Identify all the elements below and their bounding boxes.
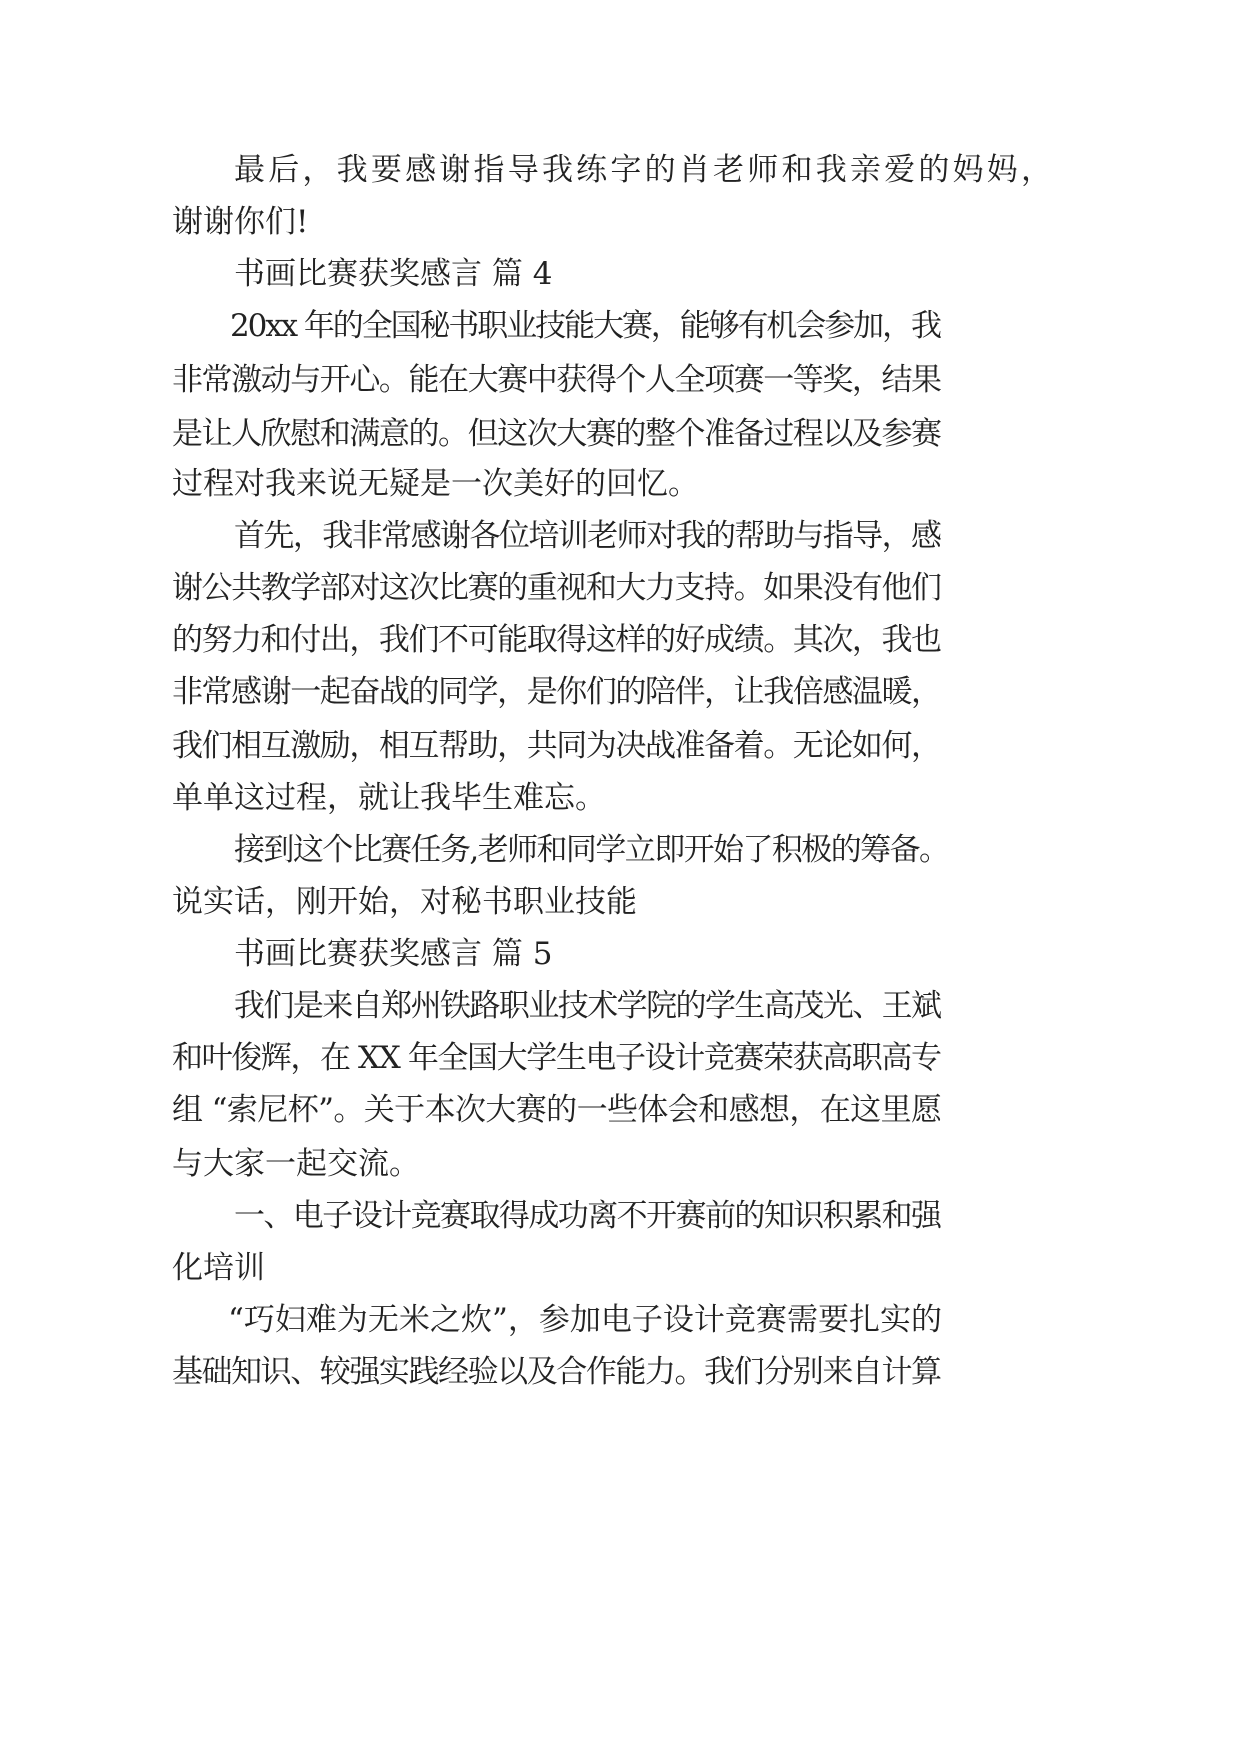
paragraph-line: 与大家一起交流。 [172,1146,420,1182]
paragraph-line: 基础知识、较强实践经验以及合作能力。我们分别来自计算 [172,1354,941,1390]
paragraph-line: 单单这过程，就让我毕生难忘。 [172,780,606,816]
paragraph-line: “巧妇难为无米之炊”，参加电子设计竞赛需要扎实的 [228,1302,943,1338]
paragraph-line: 谢谢你们! [172,204,309,240]
paragraph-line: 首先，我非常感谢各位培训老师对我的帮助与指导，感 [234,518,941,554]
section-heading: 书画比赛获奖感言 篇 5 [234,936,553,972]
paragraph-line: 我们是来自郑州铁路职业技术学院的学生高茂光、王斌 [234,988,941,1024]
paragraph-line: 的努力和付出，我们不可能取得这样的好成绩。其次，我也 [172,622,941,658]
paragraph-line: 组 “索尼杯”。关于本次大赛的一些体会和感想，在这里愿 [172,1092,942,1128]
paragraph-line: 接到这个比赛任务,老师和同学立即开始了积极的筹备。 [234,832,949,868]
paragraph-line: 是让人欣慰和满意的。但这次大赛的整个准备过程以及参赛 [172,416,941,452]
paragraph-line: 化培训 [172,1250,265,1286]
paragraph-line: 20xx 年的全国秘书职业技能大赛，能够有机会参加，我 [230,308,940,344]
paragraph-line: 非常激动与开心。能在大赛中获得个人全项赛一等奖，结果 [172,362,941,398]
paragraph-line: 过程对我来说无疑是一次美好的回忆。 [172,466,699,502]
paragraph-line: 我们相互激励，相互帮助，共同为决战准备着。无论如何， [172,728,941,764]
section-heading: 书画比赛获奖感言 篇 4 [234,256,553,292]
paragraph-line: 一、电子设计竞赛取得成功离不开赛前的知识积累和强 [234,1198,941,1234]
paragraph-line: 非常感谢一起奋战的同学，是你们的陪伴，让我倍感温暖， [172,674,941,710]
paragraph-line: 说实话，刚开始，对秘书职业技能 [172,884,637,920]
paragraph-line: 和叶俊辉，在 XX 年全国大学生电子设计竞赛荣获高职高专 [172,1040,941,1076]
paragraph-line: 最后，我要感谢指导我练字的肖老师和我亲爱的妈妈， [234,152,1056,188]
paragraph-line: 谢公共教学部对这次比赛的重视和大力支持。如果没有他们 [172,570,941,606]
